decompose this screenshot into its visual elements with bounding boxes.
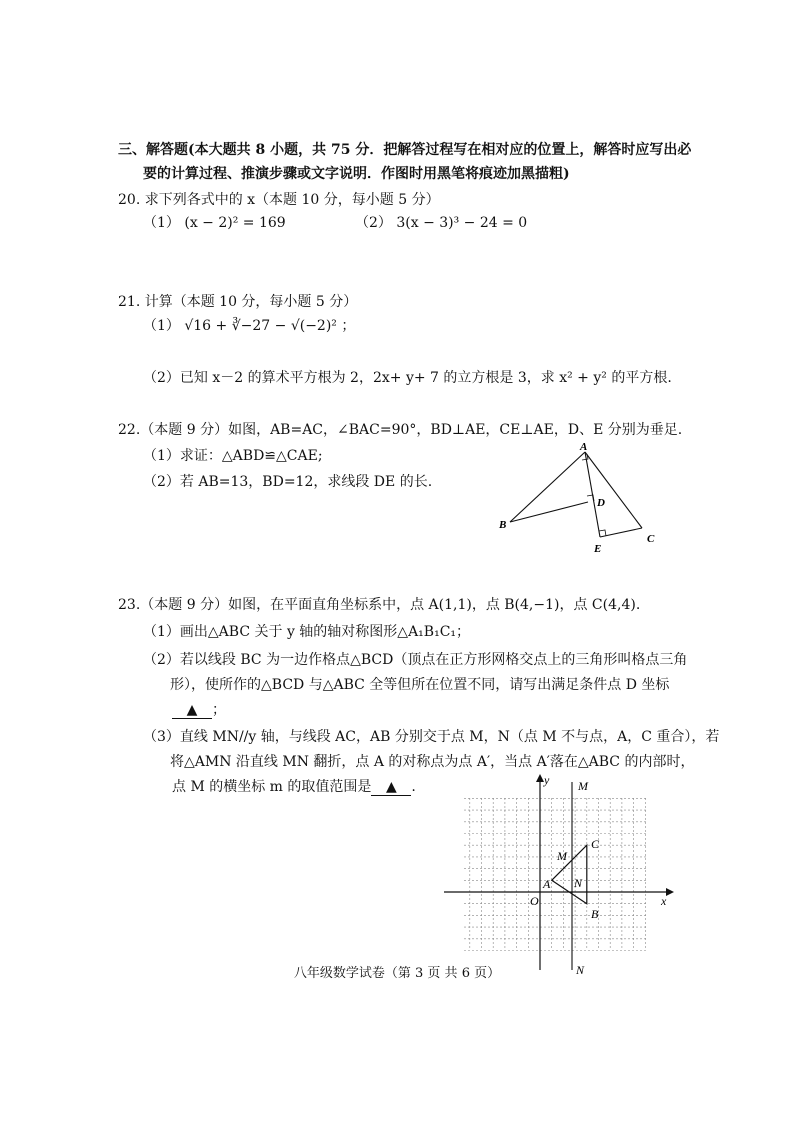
q23-part3-line2: 将△AMN 沿直线 MN 翻折，点 A 的对称点为点 A′，当点 A′落在△ABC 的内部时， xyxy=(170,754,695,770)
q20-part2: （2） 3(x − 3)³ − 24 = 0 xyxy=(355,215,528,231)
q23-part2-line2: 形），使所作的△BCD 与△ABC 全等但所在位置不同，请写出满足条件点 D 坐标 xyxy=(170,677,670,693)
answer-blank-d[interactable]: ▲ xyxy=(172,702,212,719)
answer-tail: ； xyxy=(212,702,226,718)
label-c: C xyxy=(591,837,600,851)
segment-bd xyxy=(510,502,588,522)
label-e: E xyxy=(594,543,602,555)
q20-stem: 20. 求下列各式中的 x（本题 10 分，每小题 5 分） xyxy=(118,192,440,208)
q23-coordinate-figure xyxy=(440,770,680,980)
label-n-bottom: N xyxy=(576,963,585,977)
segment-ab xyxy=(510,452,585,522)
label-y: y xyxy=(544,773,550,787)
section-header-line-1: 三、解答题(本大题共 8 小题，共 75 分．把解答过程写在相对应的位置上，解答时应写出必 xyxy=(118,142,692,158)
label-n: N xyxy=(574,876,583,890)
x-axis-arrow xyxy=(666,888,674,896)
q23-part3-prefix: 点 M 的横坐标 m 的取值范围是 xyxy=(172,779,372,795)
q23-part3-line1: （3）直线 MN//y 轴，与线段 AC，AB 分别交于点 M，N（点 M 不与点，A，C 重合），若 xyxy=(143,729,720,745)
y-axis-arrow xyxy=(536,774,544,782)
q23-part3-line3 xyxy=(172,777,416,797)
q22-figure xyxy=(490,440,670,560)
q22-part2: （2）若 AB=13，BD=12，求线段 DE 的长. xyxy=(143,474,433,490)
q23-part3-suffix: . xyxy=(411,779,416,795)
label-c: C xyxy=(647,533,655,545)
q23-part2-line1: （2）若以线段 BC 为一边作格点△BCD（顶点在正方形网格交点上的三角形叫格点三角 xyxy=(143,652,688,668)
q23-part1: （1）画出△ABC 关于 y 轴的轴对称图形△A₁B₁C₁； xyxy=(143,624,471,640)
q23-part2-answer xyxy=(172,700,226,720)
label-a: A xyxy=(580,441,588,453)
q22-part1: （1）求证：△ABD≌△CAE; xyxy=(143,448,323,464)
page-footer: 八年级数学试卷（第 3 页 共 6 页） xyxy=(293,966,501,981)
label-m: M xyxy=(557,849,567,863)
q21-part1: （1） √16 + ∛−27 − √(−2)² ； xyxy=(143,318,356,334)
square-grid xyxy=(464,798,646,951)
label-b: B xyxy=(499,519,507,531)
label-a: A xyxy=(543,877,551,891)
label-m-top: M xyxy=(578,779,588,793)
q20-part1: （1） (x − 2)² = 169 xyxy=(143,215,286,231)
section-header-line-2: 要的计算过程、推演步骤或文字说明．作图时用黑笔将痕迹加黑描粗) xyxy=(143,166,570,182)
q21-stem: 21. 计算（本题 10 分，每小题 5 分） xyxy=(118,294,358,310)
segment-ae xyxy=(585,452,600,537)
segment-ac xyxy=(585,452,642,528)
label-d: D xyxy=(597,497,605,509)
q21-part2: （2）已知 x－2 的算术平方根为 2，2x+ y+ 7 的立方根是 3，求 x² + y² 的平方根. xyxy=(143,370,672,386)
label-b: B xyxy=(591,907,599,921)
label-x: x xyxy=(661,894,667,908)
q22-stem: 22.（本题 9 分）如图，AB=AC，∠BAC=90°，BD⊥AE，CE⊥AE，D、E 分别为垂足. xyxy=(118,422,683,438)
q23-stem: 23.（本题 9 分）如图，在平面直角坐标系中，点 A(1,1)，点 B(4,−1)，点 C(4,4). xyxy=(118,597,641,613)
label-o: O xyxy=(530,894,539,908)
answer-blank-m[interactable]: ▲ xyxy=(371,779,411,796)
